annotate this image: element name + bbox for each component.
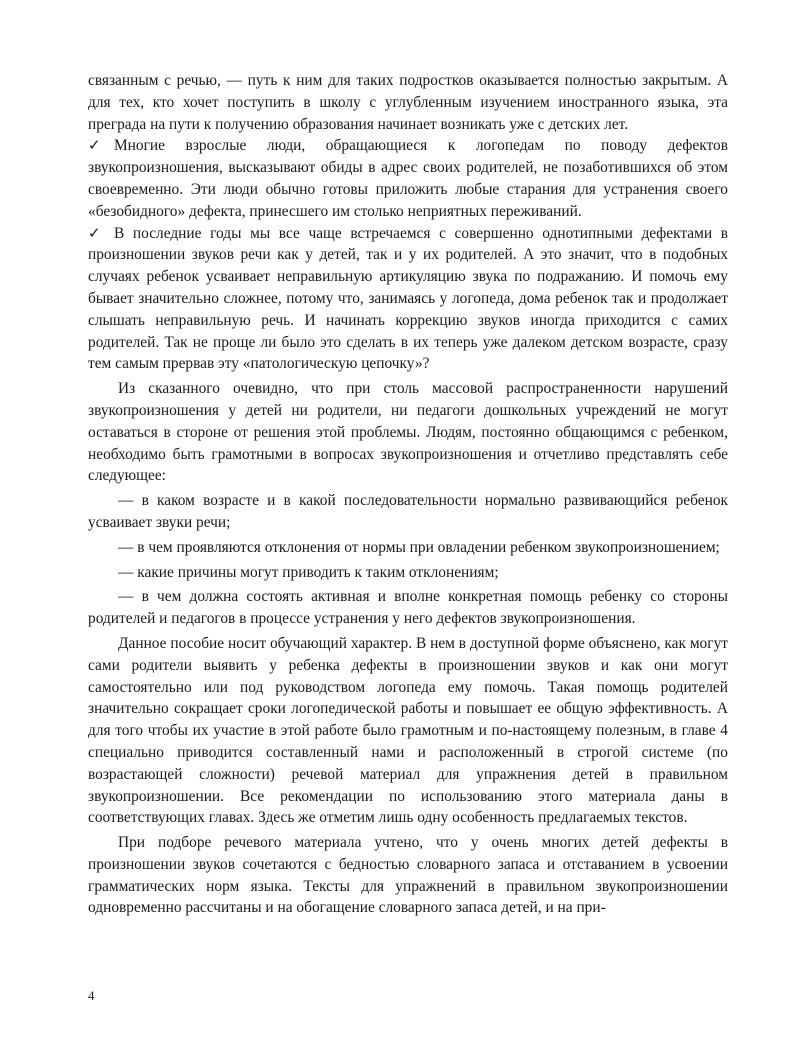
checkmark-icon: ✓ (88, 136, 101, 155)
checklist-item-text: В последние годы мы все чаще встречаемся с совершенно однотипными дефектами в произношении звуков речи как у детей, так и у их родителей. А это значит, что в подобных случаях ребенок усваивает неправильную артикуляцию звука по подражанию. И помочь ему бывает значительно сложнее, потому что, занимаясь у логопеда, дома ребенок так и продолжает слышать неправильную речь. И начинать коррекцию звуков иногда приходится с самих родителей. Так не проще ли было это сделать в их теперь уже далеком детском возрасте, сразу тем самым прервав эту «патологическую цепочку»? (88, 224, 728, 373)
paragraph: Из сказанного очевидно, что при столь массовой распространенности нарушений звукопроизношения у детей ни родители, ни педагоги дошкольных учреждений не могут оставаться в стороне от решения этой проблемы. Людям, постоянно общающимся с ребенком, необходимо быть грамотными в вопросах звукопроизношения и отчетливо представлять себе следующее: (88, 380, 728, 485)
dash-list-item: — в чем проявляются отклонения от нормы при овладении ребенком звукопроизношением; (118, 538, 720, 556)
page-body (88, 70, 728, 919)
dash-list-item: — в чем должна состоять активная и вполне конкретная помощь ребенку со стороны родителей и педагогов в процессе устранения у него дефектов звукопроизношения. (88, 588, 728, 628)
page-number: 4 (88, 988, 95, 1003)
paragraph: При подборе речевого материала учтено, что у очень многих детей дефекты в произношении звуков сочетаются с бедностью словарного запаса и отставанием в усвоении грамматических норм языка. Тексты для упражнений в правильном звукопроизношении одновременно рассчитаны и на обогащение словарного запаса детей, и на при- (88, 834, 728, 917)
checklist-item (88, 223, 728, 376)
dash-list-item: — какие причины могут приводить к таким отклонениям; (118, 563, 499, 581)
checkmark-icon: ✓ (88, 223, 101, 242)
paragraph: Данное пособие носит обучающий характер. В нем в доступной форме объяснено, как могут сами родители выявить у ребенка дефекты в произношении звуков и как они могут самостоятельно или под руководством логопеда ему помочь. Такая помощь родителей значительно сокращает сроки логопедической работы и повышает ее общую эффективность. А для того чтобы их участие в этой работе было грамотным и по-настоящему полезным, в главе 4 специально приводится составленный нами и расположенный в строгой системе (по возрастающей сложности) речевой материал для упражнения детей в правильном звукопроизношении. Все рекомендации по использованию этого материала даны в соответствующих главах. Здесь же отметим лишь одну особенность предлагаемых текстов. (88, 634, 728, 827)
dash-list-item: — в каком возрасте и в какой последовательности нормально развивающийся ребенок усваивает звуки речи; (88, 492, 728, 531)
paragraph-continued: связанным с речью, — путь к ним для таких подростков оказывается полностью закрытым. А для тех, кто хочет поступить в школу с углубленным изучением иностранного языка, эта преграда на пути к получению образования начинает возникать уже с детских лет. (88, 72, 728, 133)
checklist-item-text: Многие взрослые люди, обращающиеся к логопедам по поводу дефектов звукопроизношения, высказывают обиды в адрес своих родителей, не позаботившихся об этом своевременно. Эти люди обычно готовы приложить любые старания для устранения своего «безобидного» дефекта, принесшего им столько неприятных переживаний. (88, 137, 728, 220)
checklist-item (88, 135, 728, 222)
